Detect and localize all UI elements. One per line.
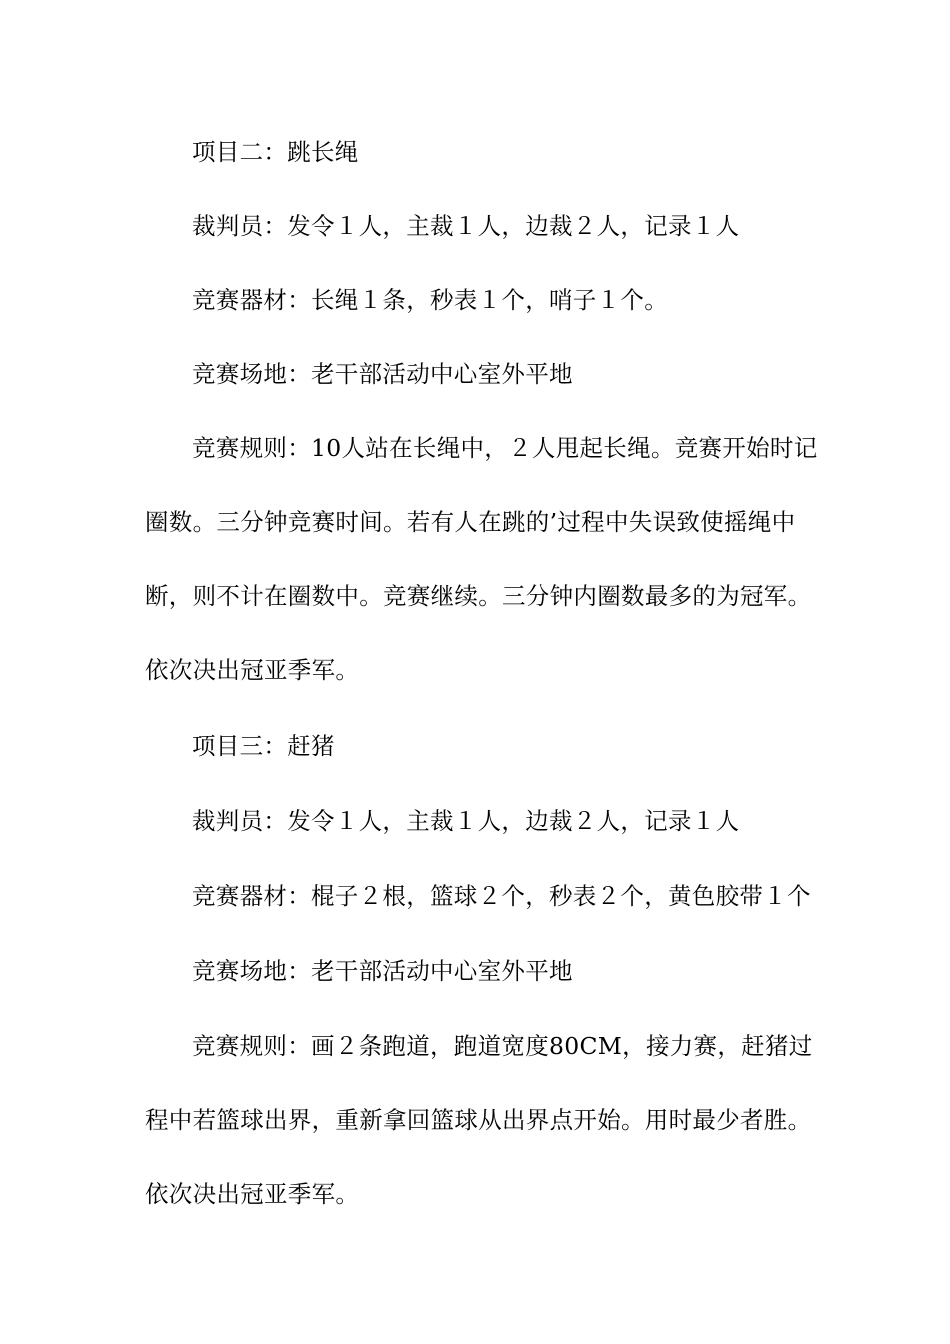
venue-event-three: 竞赛场地：老干部活动中心室外平地 — [192, 957, 573, 985]
referees-event-three: 裁判员：发令１人，主裁１人，边裁２人，记录１人 — [192, 807, 740, 835]
rules-event-three: 竞赛规则：画２条跑道，跑道宽度80CM，接力赛，赶猪过程中若篮球出界，重新拿回篮球从出界点开始。用时最少者胜。依次决出冠亚季军。 — [145, 1032, 813, 1208]
heading-event-two: 项目二：跳长绳 — [192, 138, 359, 166]
equipment-event-three: 竞赛器材：棍子２根，篮球２个，秒表２个，黄色胶带１个 — [192, 882, 811, 910]
heading-event-three: 项目三：赶猪 — [192, 732, 335, 760]
venue-event-two: 竞赛场地：老干部活动中心室外平地 — [192, 360, 573, 388]
referees-event-two: 裁判员：发令１人，主裁１人，边裁２人，记录１人 — [192, 212, 740, 240]
equipment-event-two: 竞赛器材：长绳１条，秒表１个，哨子１个。 — [192, 286, 668, 314]
rules-event-two: 竞赛规则：10人站在长绳中，２人甩起长绳。竞赛开始时记圈数。三分钟竞赛时间。若有人在跳的’过程中失误致使摇绳中断，则不计在圈数中。竞赛继续。三分钟内圈数最多的为冠军。依次决出冠亚季军。 — [145, 434, 818, 684]
